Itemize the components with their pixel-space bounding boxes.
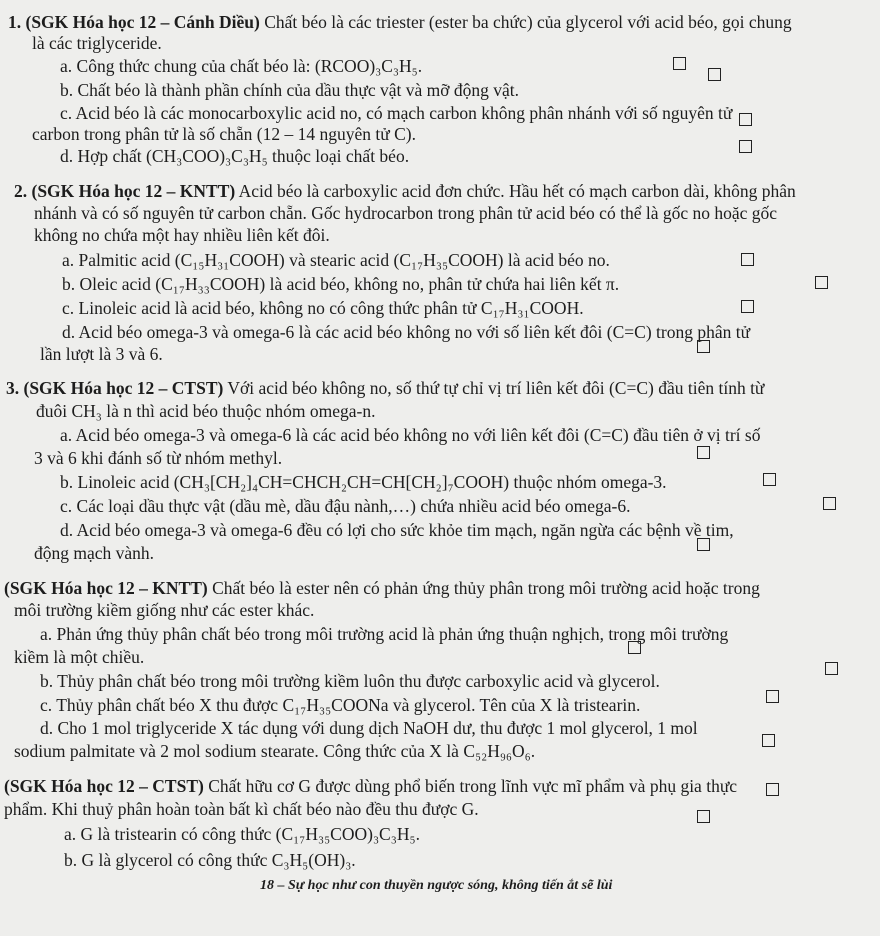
q5-option-b: b. G là glycerol có công thức C₃H₅(OH)₃. xyxy=(64,850,356,870)
q2-checkbox-c[interactable] xyxy=(741,300,754,313)
q2-checkbox-a[interactable] xyxy=(741,253,754,266)
q2-stem-2: nhánh và có số nguyên tử carbon chẵn. Gốc hydrocarbon trong phân tử acid béo có thể là gốc no hoặc gốc xyxy=(34,203,778,223)
q1-checkbox-c[interactable] xyxy=(739,113,752,126)
q2-option-b: b. Oleic acid (C₁₇H₃₃COOH) là acid béo, không no, phân tử chứa hai liên kết π. xyxy=(62,274,620,294)
q3-checkbox-b[interactable] xyxy=(763,473,776,486)
q4-checkbox-d[interactable] xyxy=(762,734,775,747)
q4-option-a1: a. Phản ứng thủy phân chất béo trong môi trường acid là phản ứng thuận nghịch, trong môi trường xyxy=(40,624,729,644)
q1-source: (SGK Hóa học 12 – Cánh Diều) xyxy=(25,12,260,32)
q4-option-d2: sodium palmitate và 2 mol sodium stearate. Công thức của X là C₅₂H₉₆O₆. xyxy=(14,741,536,761)
q2-option-d1: d. Acid béo omega-3 và omega-6 là các acid béo không no với số liên kết đôi (C=C) trong phân tử xyxy=(62,322,751,342)
q2-source: (SGK Hóa học 12 – KNTT) xyxy=(31,181,236,201)
q4-checkbox-c[interactable] xyxy=(766,690,779,703)
q3-source: (SGK Hóa học 12 – CTST) xyxy=(23,378,224,398)
q1-stem: Chất béo là các triester (ester ba chức) của glycerol với acid béo, gọi chung xyxy=(259,12,792,32)
q1-option-d: d. Hợp chất (CH₃COO)₃C₃H₅ thuộc loại chất béo. xyxy=(60,146,410,166)
q1-stem-2: là các triglyceride. xyxy=(32,33,162,53)
q2-stem: Acid béo là carboxylic acid đơn chức. Hầu hết có mạch carbon dài, không phân xyxy=(235,181,796,201)
q2-number: 2. xyxy=(14,181,28,201)
q1-option-a: a. Công thức chung của chất béo là: (RCOO)₃C₃H₅. xyxy=(60,56,423,76)
q3-option-d2: động mạch vành. xyxy=(34,543,155,563)
q4-source: (SGK Hóa học 12 – KNTT) xyxy=(4,578,208,598)
q5-line1 xyxy=(4,776,737,796)
q3-number: 3. xyxy=(6,378,20,398)
q5-source: (SGK Hóa học 12 – CTST) xyxy=(4,776,204,796)
q2-checkbox-b[interactable] xyxy=(815,276,828,289)
q3-stem-2: đuôi CH₃ là n thì acid béo thuộc nhóm omega-n. xyxy=(36,401,376,421)
q5-checkbox-b[interactable] xyxy=(697,810,710,823)
q2-option-d2: lần lượt là 3 và 6. xyxy=(40,344,163,364)
q2-line1 xyxy=(14,181,796,201)
q1-line1 xyxy=(8,12,792,32)
q3-option-d1: d. Acid béo omega-3 và omega-6 đều có lợi cho sức khỏe tim mạch, ngăn ngừa các bệnh về tim, xyxy=(60,520,734,540)
q1-option-c1: c. Acid béo là các monocarboxylic acid no, có mạch carbon không phân nhánh với số nguyên tử xyxy=(60,103,733,123)
q5-checkbox-a[interactable] xyxy=(766,783,779,796)
q2-option-c: c. Linoleic acid là acid béo, không no có công thức phân tử C₁₇H₃₁COOH. xyxy=(62,298,584,318)
q3-option-c: c. Các loại dầu thực vật (dầu mè, dầu đậu nành,…) chứa nhiều acid béo omega-6. xyxy=(60,496,631,516)
q1-number: 1. xyxy=(8,12,22,32)
q5-stem: Chất hữu cơ G được dùng phổ biến trong lĩnh vực mĩ phẩm và phụ gia thực xyxy=(203,776,738,796)
q4-option-c: c. Thủy phân chất béo X thu được C₁₇H₃₅COONa và glycerol. Tên của X là tristearin. xyxy=(40,695,641,715)
q5-option-a: a. G là tristearin có công thức (C₁₇H₃₅COO)₃C₃H₅. xyxy=(64,824,420,844)
footer-quote: 18 – Sự học như con thuyền ngược sóng, không tiến ắt sẽ lùi xyxy=(260,878,613,893)
q2-stem-3: không no chứa một hay nhiều liên kết đôi. xyxy=(34,225,330,245)
q3-checkbox-c[interactable] xyxy=(823,497,836,510)
q1-option-b: b. Chất béo là thành phần chính của dầu thực vật và mỡ động vật. xyxy=(60,80,520,100)
q3-stem: Với acid béo không no, số thứ tự chỉ vị trí liên kết đôi (C=C) đầu tiên tính từ xyxy=(223,378,765,398)
q4-option-a2: kiềm là một chiều. xyxy=(14,647,145,667)
q1-checkbox-d[interactable] xyxy=(739,140,752,153)
q2-option-a: a. Palmitic acid (C₁₅H₃₁COOH) và stearic acid (C₁₇H₃₅COOH) là acid béo no. xyxy=(62,250,610,270)
q1-checkbox-a[interactable] xyxy=(673,57,686,70)
q2-checkbox-d[interactable] xyxy=(697,340,710,353)
q4-stem-2: môi trường kiềm giống như các ester khác. xyxy=(14,600,315,620)
q4-stem: Chất béo là ester nên có phản ứng thủy phân trong môi trường acid hoặc trong xyxy=(207,578,760,598)
q4-checkbox-a[interactable] xyxy=(628,641,641,654)
q3-checkbox-a[interactable] xyxy=(697,446,710,459)
q3-line1 xyxy=(6,378,764,398)
q4-option-d1: d. Cho 1 mol triglyceride X tác dụng với dung dịch NaOH dư, thu được 1 mol glycerol, 1 mol xyxy=(40,718,698,738)
q4-checkbox-b[interactable] xyxy=(825,662,838,675)
q3-checkbox-d[interactable] xyxy=(697,538,710,551)
q4-line1 xyxy=(4,578,760,598)
q3-option-a2: 3 và 6 khi đánh số từ nhóm methyl. xyxy=(34,448,283,468)
q3-option-b: b. Linoleic acid (CH₃[CH₂]₄CH=CHCH₂CH=CH[CH₂]₇COOH) thuộc nhóm omega-3. xyxy=(60,472,667,492)
q3-option-a1: a. Acid béo omega-3 và omega-6 là các acid béo không no với liên kết đôi (C=C) đầu tiên ở vị trí số xyxy=(60,425,761,445)
q4-option-b: b. Thủy phân chất béo trong môi trường kiềm luôn thu được carboxylic acid và glycerol. xyxy=(40,671,660,691)
q5-stem-2: phẩm. Khi thuỷ phân hoàn toàn bất kì chất béo nào đều thu được G. xyxy=(4,799,479,819)
q1-option-c2: carbon trong phân tử là số chẵn (12 – 14 nguyên tử C). xyxy=(32,124,416,144)
q1-checkbox-b[interactable] xyxy=(708,68,721,81)
